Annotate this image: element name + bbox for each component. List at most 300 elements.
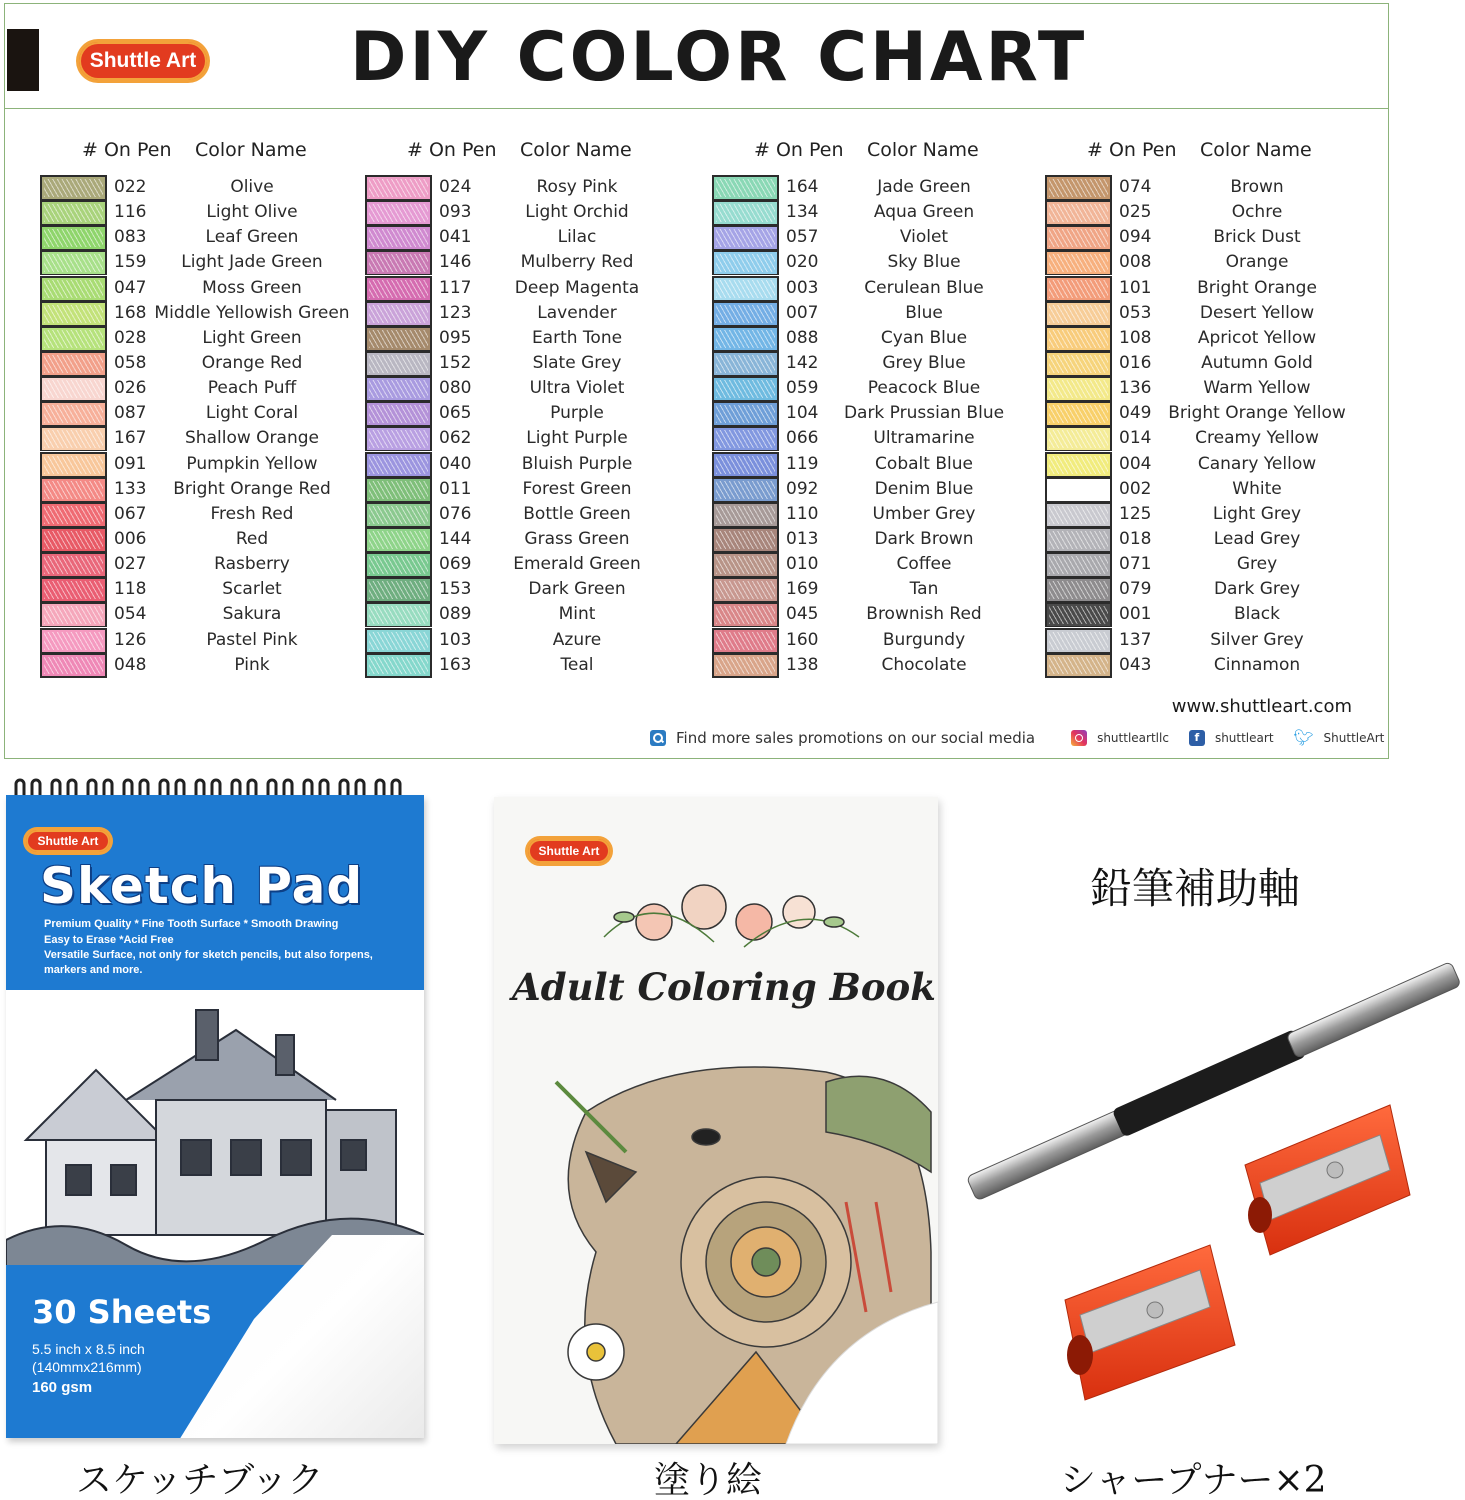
color-name: Olive xyxy=(230,177,274,197)
color-row xyxy=(365,225,705,250)
color-name: Teal xyxy=(560,654,594,675)
color-row xyxy=(40,351,380,376)
color-name: Azure xyxy=(552,629,602,650)
color-swatch xyxy=(712,552,779,577)
sharpener-caption: シャープナー×2 xyxy=(1060,1460,1327,1500)
header-accent-bar xyxy=(7,29,39,91)
color-row xyxy=(1045,502,1385,527)
sketch-pad-caption: スケッチブック xyxy=(76,1460,324,1500)
pen-number: 092 xyxy=(786,478,819,499)
color-name: Purple xyxy=(550,403,604,424)
color-rows xyxy=(1045,175,1385,678)
color-swatch xyxy=(365,477,432,502)
promo-text: Find more sales promotions on our social media xyxy=(676,729,1036,747)
color-row xyxy=(40,401,380,426)
color-name: Dark Prussian Blue xyxy=(843,403,1005,424)
pen-number: 117 xyxy=(439,277,472,298)
pen-number: 006 xyxy=(114,528,147,549)
pen-number: 164 xyxy=(786,177,819,197)
color-swatch xyxy=(365,452,432,477)
color-rows xyxy=(365,175,705,678)
color-row xyxy=(712,326,1052,351)
pen-number: 159 xyxy=(114,252,147,273)
color-row xyxy=(365,527,705,552)
pen-number: 079 xyxy=(1119,579,1152,600)
color-name: Slate Grey xyxy=(532,352,622,373)
header-on-pen: # On Pen xyxy=(407,139,497,161)
color-name: Light Green xyxy=(202,327,302,348)
color-row xyxy=(365,577,705,602)
pen-number: 103 xyxy=(439,629,472,650)
color-name: Light Orchid xyxy=(525,202,629,223)
book-brand-logo: Shuttle Art xyxy=(528,839,610,863)
instagram-label: shuttleartllc xyxy=(1097,731,1169,745)
color-swatch xyxy=(712,276,779,301)
color-swatch xyxy=(1045,426,1112,451)
color-swatch xyxy=(365,552,432,577)
sketch-feature-line: Premium Quality * Fine Tooth Surface * Smooth Drawing xyxy=(44,918,339,930)
color-swatch xyxy=(40,653,107,678)
color-swatch xyxy=(1045,477,1112,502)
color-row xyxy=(712,301,1052,326)
color-name: Forest Green xyxy=(522,478,632,499)
pen-number: 094 xyxy=(1119,227,1152,248)
color-swatch xyxy=(712,426,779,451)
color-name: Tan xyxy=(909,579,939,600)
pen-number: 169 xyxy=(786,579,819,600)
color-name: Shallow Orange xyxy=(185,428,319,449)
color-row xyxy=(365,175,705,200)
color-row xyxy=(365,326,705,351)
color-swatch xyxy=(1045,351,1112,376)
color-row xyxy=(712,426,1052,451)
color-row xyxy=(1045,326,1385,351)
pen-number: 083 xyxy=(114,227,147,248)
pen-number: 027 xyxy=(114,554,147,575)
color-name: Ochre xyxy=(1231,202,1283,223)
color-swatch xyxy=(365,653,432,678)
color-name: Peacock Blue xyxy=(867,378,981,399)
color-name: Aqua Green xyxy=(873,202,975,223)
color-swatch xyxy=(365,200,432,225)
color-swatch xyxy=(365,326,432,351)
color-row xyxy=(365,301,705,326)
color-swatch xyxy=(365,225,432,250)
color-swatch xyxy=(712,351,779,376)
sketch-feature-line: Easy to Erase *Acid Free xyxy=(44,934,174,946)
color-swatch xyxy=(40,326,107,351)
color-swatch xyxy=(40,502,107,527)
header-color-name: Color Name xyxy=(1200,139,1312,161)
header-on-pen: # On Pen xyxy=(82,139,172,161)
color-name: Creamy Yellow xyxy=(1195,428,1319,449)
pen-number: 080 xyxy=(439,378,472,399)
pen-number: 136 xyxy=(1119,378,1152,399)
color-row xyxy=(1045,401,1385,426)
color-swatch xyxy=(712,628,779,653)
color-row xyxy=(365,250,705,275)
brand-logo: Shuttle Art xyxy=(79,42,207,80)
header-color-name: Color Name xyxy=(867,139,979,161)
pen-number: 153 xyxy=(439,579,472,600)
color-name: Deep Magenta xyxy=(514,277,640,298)
color-row xyxy=(1045,452,1385,477)
color-row xyxy=(365,452,705,477)
color-row xyxy=(712,276,1052,301)
color-row xyxy=(365,628,705,653)
color-name: Bright Orange Yellow xyxy=(1168,403,1346,424)
color-row xyxy=(1045,477,1385,502)
color-row xyxy=(365,200,705,225)
color-name: Middle Yellowish Green xyxy=(154,302,350,323)
pen-number: 138 xyxy=(786,654,819,675)
pen-number: 088 xyxy=(786,327,819,348)
color-row xyxy=(1045,250,1385,275)
color-row xyxy=(712,477,1052,502)
color-name: Pumpkin Yellow xyxy=(186,453,318,474)
facebook-label: shuttleart xyxy=(1214,731,1274,745)
color-swatch xyxy=(712,376,779,401)
pen-number: 116 xyxy=(114,202,147,223)
paper-weight: 160 gsm xyxy=(32,1379,93,1396)
color-swatch xyxy=(365,502,432,527)
color-swatch xyxy=(365,276,432,301)
color-swatch xyxy=(712,477,779,502)
search-icon xyxy=(650,730,666,746)
color-name: Bottle Green xyxy=(523,503,631,524)
color-row xyxy=(1045,376,1385,401)
color-swatch xyxy=(1045,577,1112,602)
color-name: Chocolate xyxy=(881,654,967,675)
pad-size-inch: 5.5 inch x 8.5 inch xyxy=(32,1341,145,1357)
color-swatch xyxy=(40,301,107,326)
color-swatch xyxy=(40,175,107,200)
header-color-name: Color Name xyxy=(520,139,632,161)
pen-number: 160 xyxy=(786,629,819,650)
pen-number: 071 xyxy=(1119,554,1152,575)
instagram-icon xyxy=(1071,730,1087,746)
color-swatch xyxy=(40,351,107,376)
color-row xyxy=(365,351,705,376)
color-swatch xyxy=(712,602,779,627)
color-swatch xyxy=(365,376,432,401)
color-row xyxy=(1045,426,1385,451)
pen-number: 069 xyxy=(439,554,472,575)
pen-number: 101 xyxy=(1119,277,1152,298)
color-swatch xyxy=(1045,552,1112,577)
color-swatch xyxy=(1045,653,1112,678)
pen-number: 059 xyxy=(786,378,819,399)
color-swatch xyxy=(40,577,107,602)
column-header xyxy=(365,139,685,167)
color-name: Cyan Blue xyxy=(880,327,968,348)
color-row xyxy=(1045,301,1385,326)
color-name: Cinnamon xyxy=(1213,654,1301,675)
pen-number: 119 xyxy=(786,453,819,474)
pen-number: 168 xyxy=(114,302,147,323)
pen-number: 047 xyxy=(114,277,147,298)
color-swatch xyxy=(40,452,107,477)
pen-number: 087 xyxy=(114,403,147,424)
color-name: Brown xyxy=(1230,177,1284,197)
color-row xyxy=(365,477,705,502)
color-name: Lavender xyxy=(537,302,617,323)
pen-number: 089 xyxy=(439,604,472,625)
color-name: Earth Tone xyxy=(531,327,623,348)
color-name: Light Coral xyxy=(205,403,299,424)
instagram-handle[interactable] xyxy=(1071,730,1169,746)
color-name: Pink xyxy=(234,654,270,675)
color-swatch xyxy=(712,301,779,326)
color-swatch xyxy=(365,602,432,627)
sketch-pad-product xyxy=(6,795,424,1438)
pen-number: 163 xyxy=(439,654,472,675)
sketch-feature-line: markers and more. xyxy=(44,964,143,976)
color-swatch xyxy=(40,426,107,451)
pen-number: 125 xyxy=(1119,503,1152,524)
color-row xyxy=(712,225,1052,250)
color-name: Light Olive xyxy=(206,202,298,223)
header-on-pen: # On Pen xyxy=(1087,139,1177,161)
pen-number: 110 xyxy=(786,503,819,524)
bear-mandala-illustration xyxy=(526,1052,938,1444)
color-name: Burgundy xyxy=(882,629,966,650)
pen-number: 146 xyxy=(439,252,472,273)
color-name: Ultra Violet xyxy=(529,378,625,399)
color-name: Lead Grey xyxy=(1213,528,1301,549)
color-row xyxy=(40,250,380,275)
pen-number: 058 xyxy=(114,352,147,373)
color-swatch xyxy=(1045,502,1112,527)
color-name: Blue xyxy=(905,302,943,323)
pen-number: 040 xyxy=(439,453,472,474)
color-name: Dark Grey xyxy=(1213,579,1301,600)
color-swatch xyxy=(365,577,432,602)
color-swatch xyxy=(712,200,779,225)
color-swatch xyxy=(40,376,107,401)
pen-number: 004 xyxy=(1119,453,1152,474)
color-name: Emerald Green xyxy=(513,554,641,575)
facebook-handle[interactable] xyxy=(1189,730,1274,746)
pen-number: 134 xyxy=(786,202,819,223)
color-row xyxy=(1045,653,1385,678)
pencil-extender-and-sharpeners xyxy=(960,915,1465,1435)
pen-number: 104 xyxy=(786,403,819,424)
chart-title: DIY COLOR CHART xyxy=(350,18,1088,97)
color-row xyxy=(40,426,380,451)
pen-number: 076 xyxy=(439,503,472,524)
color-swatch xyxy=(365,401,432,426)
social-footer xyxy=(650,726,1384,750)
color-name: Light Jade Green xyxy=(181,252,323,273)
color-row xyxy=(40,527,380,552)
color-swatch xyxy=(712,452,779,477)
color-row xyxy=(40,502,380,527)
color-name: Sakura xyxy=(222,604,282,625)
pen-number: 024 xyxy=(439,177,472,197)
pen-number: 007 xyxy=(786,302,819,323)
pen-number: 065 xyxy=(439,403,472,424)
pen-number: 041 xyxy=(439,227,472,248)
color-name: White xyxy=(1232,478,1282,499)
color-row xyxy=(365,401,705,426)
color-row xyxy=(365,602,705,627)
color-swatch xyxy=(712,653,779,678)
header-on-pen: # On Pen xyxy=(754,139,844,161)
color-swatch xyxy=(712,401,779,426)
pen-number: 133 xyxy=(114,478,147,499)
color-row xyxy=(40,477,380,502)
color-name: Leaf Green xyxy=(205,227,299,248)
color-swatch xyxy=(712,527,779,552)
color-name: Bluish Purple xyxy=(521,453,633,474)
sketch-feature-line: Versatile Surface, not only for sketch pencils, but also forpens, xyxy=(44,949,373,961)
color-name: Brownish Red xyxy=(866,604,982,625)
pen-number: 057 xyxy=(786,227,819,248)
sketch-brand-logo: Shuttle Art xyxy=(26,830,110,852)
color-swatch xyxy=(40,477,107,502)
color-swatch xyxy=(712,250,779,275)
color-name: Grass Green xyxy=(524,528,630,549)
color-swatch xyxy=(712,175,779,200)
twitter-icon: 🐦︎ xyxy=(1293,728,1314,747)
pen-number: 043 xyxy=(1119,654,1152,675)
pen-number: 045 xyxy=(786,604,819,625)
color-name: Dark Green xyxy=(528,579,626,600)
color-name: Autumn Gold xyxy=(1201,352,1313,373)
color-row xyxy=(1045,577,1385,602)
color-name: Rosy Pink xyxy=(536,177,618,197)
color-swatch xyxy=(712,502,779,527)
pen-number: 062 xyxy=(439,428,472,449)
color-row xyxy=(712,175,1052,200)
color-row xyxy=(40,452,380,477)
website-link[interactable]: www.shuttleart.com xyxy=(1171,696,1352,717)
color-swatch xyxy=(1045,326,1112,351)
header-color-name: Color Name xyxy=(195,139,307,161)
pen-number: 067 xyxy=(114,503,147,524)
column-header xyxy=(1045,139,1365,167)
color-name: Coffee xyxy=(896,554,952,575)
pencil-extender-label: 鉛筆補助軸 xyxy=(1090,864,1301,913)
color-row xyxy=(712,653,1052,678)
color-row xyxy=(1045,628,1385,653)
color-row xyxy=(40,175,380,200)
color-row xyxy=(712,552,1052,577)
color-swatch xyxy=(40,628,107,653)
color-name: Dark Brown xyxy=(874,528,974,549)
color-name: Orange xyxy=(1225,252,1289,273)
pen-number: 053 xyxy=(1119,302,1152,323)
color-row xyxy=(712,376,1052,401)
color-row xyxy=(712,351,1052,376)
color-row xyxy=(1045,225,1385,250)
color-row xyxy=(712,401,1052,426)
color-name: Jade Green xyxy=(877,177,971,197)
color-chart-card xyxy=(4,3,1389,759)
flower-illustration xyxy=(594,867,864,957)
color-row xyxy=(365,502,705,527)
pen-number: 018 xyxy=(1119,528,1152,549)
color-swatch xyxy=(40,602,107,627)
pen-number: 025 xyxy=(1119,202,1152,223)
pen-number: 003 xyxy=(786,277,819,298)
color-row xyxy=(1045,351,1385,376)
color-name: Mulberry Red xyxy=(520,252,634,273)
color-row xyxy=(712,502,1052,527)
color-swatch xyxy=(365,250,432,275)
pen-number: 028 xyxy=(114,327,147,348)
color-row xyxy=(712,527,1052,552)
color-name: Cerulean Blue xyxy=(864,277,984,298)
facebook-icon: f xyxy=(1189,730,1205,746)
color-swatch xyxy=(712,225,779,250)
coloring-book-title: Adult Coloring Book xyxy=(512,965,936,1009)
color-swatch xyxy=(1045,250,1112,275)
color-row xyxy=(40,577,380,602)
color-swatch xyxy=(1045,301,1112,326)
color-row xyxy=(40,552,380,577)
twitter-label: ShuttleArt xyxy=(1323,731,1385,745)
color-swatch xyxy=(365,175,432,200)
color-name: Brick Dust xyxy=(1213,227,1301,248)
color-row xyxy=(40,200,380,225)
color-swatch xyxy=(365,301,432,326)
color-swatch xyxy=(40,276,107,301)
color-row xyxy=(1045,276,1385,301)
color-row xyxy=(365,653,705,678)
pen-number: 142 xyxy=(786,352,819,373)
pen-number: 048 xyxy=(114,654,147,675)
color-name: Canary Yellow xyxy=(1197,453,1317,474)
chart-header xyxy=(5,4,1388,109)
color-swatch xyxy=(365,527,432,552)
color-name: Moss Green xyxy=(202,277,302,298)
color-swatch xyxy=(40,200,107,225)
pen-number: 011 xyxy=(439,478,472,499)
color-row xyxy=(712,200,1052,225)
coloring-book-caption: 塗り絵 xyxy=(654,1460,763,1500)
color-swatch xyxy=(365,351,432,376)
color-name: Denim Blue xyxy=(874,478,974,499)
pen-number: 066 xyxy=(786,428,819,449)
pen-number: 167 xyxy=(114,428,147,449)
pen-number: 013 xyxy=(786,528,819,549)
pen-number: 152 xyxy=(439,352,472,373)
color-row xyxy=(40,628,380,653)
color-row xyxy=(712,628,1052,653)
color-rows xyxy=(40,175,380,678)
color-swatch xyxy=(1045,200,1112,225)
color-swatch xyxy=(1045,602,1112,627)
color-row xyxy=(365,552,705,577)
pen-number: 016 xyxy=(1119,352,1152,373)
pen-number: 014 xyxy=(1119,428,1152,449)
pen-number: 074 xyxy=(1119,177,1152,197)
pen-number: 095 xyxy=(439,327,472,348)
color-name: Pastel Pink xyxy=(206,629,298,650)
pad-size-mm: (140mmx216mm) xyxy=(32,1359,142,1375)
column-header xyxy=(712,139,1032,167)
coloring-book-product xyxy=(494,797,938,1444)
color-swatch xyxy=(1045,452,1112,477)
color-swatch xyxy=(40,250,107,275)
color-row xyxy=(40,326,380,351)
twitter-handle[interactable] xyxy=(1294,730,1385,746)
color-swatch xyxy=(40,225,107,250)
color-swatch xyxy=(1045,225,1112,250)
pen-number: 010 xyxy=(786,554,819,575)
